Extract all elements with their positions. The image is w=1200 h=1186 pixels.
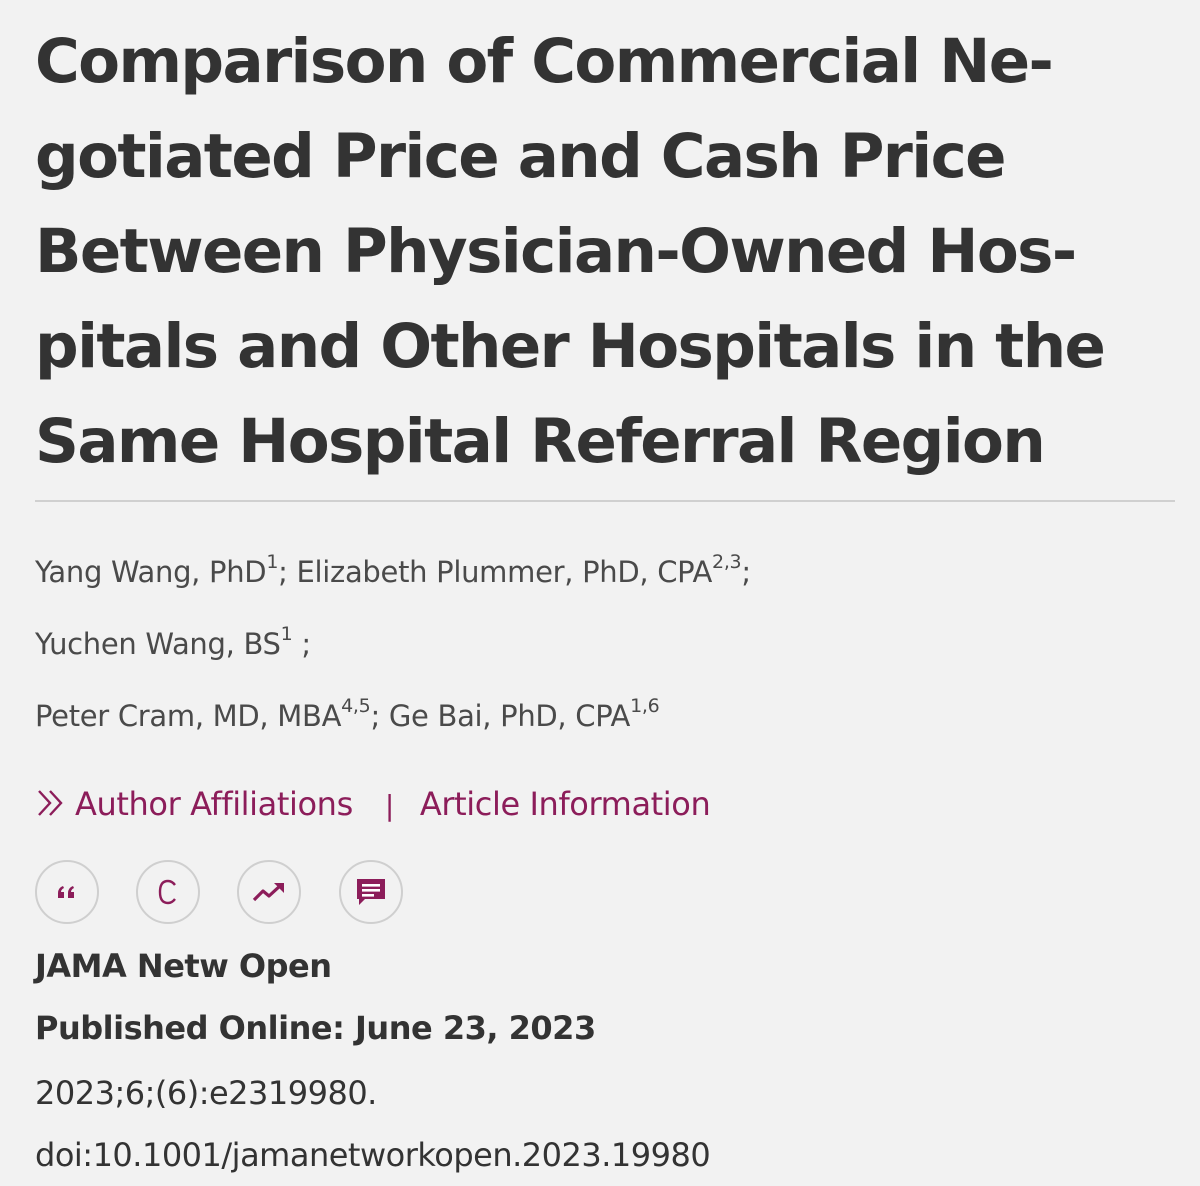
article-header: [35, 14, 1175, 1174]
title-divider: [35, 500, 1175, 502]
link-separator: |: [384, 789, 394, 822]
title-line: gotiated Price and Cash Price: [35, 121, 1005, 192]
trending-up-icon: [251, 880, 287, 904]
copyright-icon: [154, 877, 182, 907]
citation-block: [35, 1062, 710, 1186]
author-line: [35, 686, 751, 758]
title-line: Same Hospital Referral Region: [35, 406, 1045, 477]
journal-name: JAMA Netw Open: [35, 947, 332, 985]
title-line: pitals and Other Hospitals in the: [35, 311, 1105, 382]
affiliation-sup: 4,5: [341, 695, 371, 717]
author-name[interactable]: ; Ge Bai, PhD, CPA: [370, 699, 631, 733]
author-separator: ;: [292, 627, 311, 661]
author-name[interactable]: Peter Cram, MD, MBA: [35, 699, 342, 733]
published-date: Published Online: June 23, 2023: [35, 1009, 596, 1047]
title-line: Between Physician-Owned Hos-: [35, 216, 1076, 287]
comment-icon: [354, 876, 388, 908]
comment-button[interactable]: [339, 860, 403, 924]
title-line: Comparison of Commercial Ne-: [35, 26, 1053, 97]
volume-issue: 2023;6;(6):e2319980.: [35, 1074, 377, 1112]
double-chevron-right-icon: [35, 788, 69, 818]
author-name[interactable]: Yuchen Wang, BS: [35, 627, 281, 661]
metrics-button[interactable]: [237, 860, 301, 924]
author-name[interactable]: ; Elizabeth Plummer, PhD, CPA: [278, 555, 713, 589]
author-line: [35, 542, 751, 614]
author-name[interactable]: Yang Wang, PhD: [35, 555, 267, 589]
affiliation-sup: 2,3: [712, 551, 742, 573]
article-information-link[interactable]: Article Information: [419, 785, 711, 823]
cite-button[interactable]: [35, 860, 99, 924]
quote-icon: [55, 882, 79, 902]
author-line: [35, 614, 751, 686]
author-list: [35, 542, 751, 758]
author-separator: ;: [741, 555, 751, 589]
doi-text[interactable]: doi:10.1001/jamanetworkopen.2023.19980: [35, 1136, 711, 1174]
affiliation-sup: 1,6: [630, 695, 660, 717]
permissions-button[interactable]: [136, 860, 200, 924]
affiliation-sup: 1: [266, 551, 279, 573]
article-title: [35, 14, 1175, 489]
article-links: [35, 782, 710, 826]
affiliation-sup: 1: [280, 623, 293, 645]
author-affiliations-link[interactable]: Author Affiliations: [75, 785, 353, 823]
